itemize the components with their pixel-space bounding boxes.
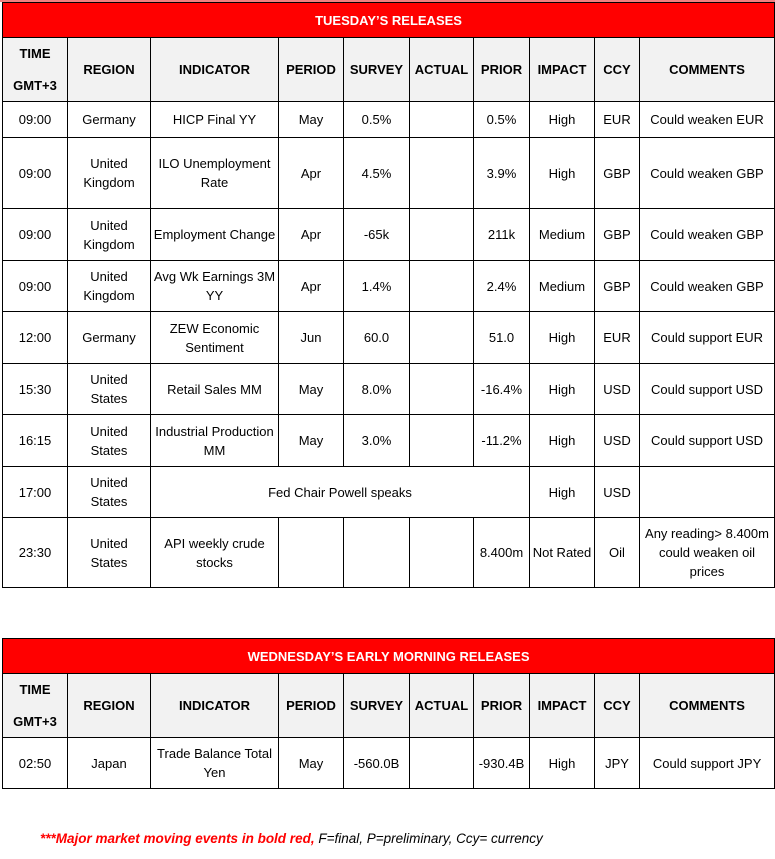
cell-comments: Could weaken GBP [640, 209, 775, 261]
cell-actual [410, 261, 474, 312]
col-time-label: TIME [19, 682, 51, 697]
col-time [3, 674, 68, 738]
cell-survey: -560.0B [344, 738, 410, 789]
col-actual: ACTUAL [410, 38, 474, 102]
col-impact: IMPACT [530, 674, 595, 738]
cell-ccy: USD [595, 415, 640, 467]
table-row [3, 364, 775, 415]
table-title: WEDNESDAY’S EARLY MORNING RELEASES [3, 639, 775, 674]
col-ccy: CCY [595, 674, 640, 738]
cell-ccy: USD [595, 467, 640, 518]
cell-prior: 51.0 [474, 312, 530, 364]
cell-survey: 4.5% [344, 138, 410, 209]
col-comments: COMMENTS [640, 38, 775, 102]
footnote-highlight: ***Major market moving events in bold red, [40, 831, 315, 846]
cell-actual [410, 364, 474, 415]
cell-actual [410, 138, 474, 209]
wednesday-releases-table [2, 638, 775, 789]
cell-time: 15:30 [3, 364, 68, 415]
footnote [40, 831, 543, 846]
cell-time: 09:00 [3, 138, 68, 209]
cell-survey [344, 518, 410, 588]
cell-period: May [279, 415, 344, 467]
cell-indicator: Trade Balance Total Yen [151, 738, 279, 789]
col-survey: SURVEY [344, 38, 410, 102]
col-timezone-label: GMT+3 [13, 78, 57, 93]
cell-period: Apr [279, 261, 344, 312]
cell-region: Germany [68, 102, 151, 138]
cell-impact: Medium [530, 209, 595, 261]
cell-actual [410, 518, 474, 588]
cell-period: May [279, 364, 344, 415]
cell-survey: 60.0 [344, 312, 410, 364]
cell-comments: Any reading> 8.400m could weaken oil prices [640, 518, 775, 588]
cell-survey: 0.5% [344, 102, 410, 138]
col-region: REGION [68, 674, 151, 738]
cell-period: May [279, 738, 344, 789]
header-row [3, 674, 775, 738]
cell-survey: 1.4% [344, 261, 410, 312]
cell-region: United States [68, 467, 151, 518]
cell-comments: Could support USD [640, 364, 775, 415]
table-title: TUESDAY’S RELEASES [3, 3, 775, 38]
cell-ccy: GBP [595, 261, 640, 312]
cell-ccy: EUR [595, 312, 640, 364]
table-row [3, 261, 775, 312]
cell-comments [640, 467, 775, 518]
cell-region: Japan [68, 738, 151, 789]
cell-time: 23:30 [3, 518, 68, 588]
cell-prior: 3.9% [474, 138, 530, 209]
table-row-last [3, 518, 775, 588]
cell-region: United Kingdom [68, 209, 151, 261]
cell-prior: 211k [474, 209, 530, 261]
cell-prior: 0.5% [474, 102, 530, 138]
table-row [3, 138, 775, 209]
cell-indicator: ZEW Economic Sentiment [151, 312, 279, 364]
cell-ccy: EUR [595, 102, 640, 138]
cell-time: 17:00 [3, 467, 68, 518]
cell-event: Fed Chair Powell speaks [151, 467, 530, 518]
cell-prior: 2.4% [474, 261, 530, 312]
col-period: PERIOD [279, 38, 344, 102]
cell-impact: Medium [530, 261, 595, 312]
cell-survey: 3.0% [344, 415, 410, 467]
cell-region: United Kingdom [68, 261, 151, 312]
cell-prior: 8.400m [474, 518, 530, 588]
cell-time: 09:00 [3, 261, 68, 312]
footnote-legend: F=final, P=preliminary, Ccy= currency [314, 831, 543, 846]
cell-time: 09:00 [3, 102, 68, 138]
cell-actual [410, 209, 474, 261]
cell-time: 09:00 [3, 209, 68, 261]
table-row [3, 415, 775, 467]
table-row [3, 312, 775, 364]
col-indicator: INDICATOR [151, 38, 279, 102]
cell-period: Apr [279, 209, 344, 261]
cell-actual [410, 312, 474, 364]
cell-comments: Could support JPY [640, 738, 775, 789]
table-row [3, 738, 775, 789]
cell-impact: High [530, 138, 595, 209]
cell-region: United States [68, 415, 151, 467]
col-timezone-label: GMT+3 [13, 714, 57, 729]
cell-time: 12:00 [3, 312, 68, 364]
cell-period: Jun [279, 312, 344, 364]
cell-comments: Could weaken GBP [640, 138, 775, 209]
cell-impact: High [530, 364, 595, 415]
cell-survey: 8.0% [344, 364, 410, 415]
cell-region: United States [68, 364, 151, 415]
cell-prior: -16.4% [474, 364, 530, 415]
col-comments: COMMENTS [640, 674, 775, 738]
cell-ccy: JPY [595, 738, 640, 789]
col-impact: IMPACT [530, 38, 595, 102]
cell-comments: Could weaken EUR [640, 102, 775, 138]
cell-actual [410, 415, 474, 467]
col-prior: PRIOR [474, 674, 530, 738]
cell-ccy: GBP [595, 209, 640, 261]
table-row-event [3, 467, 775, 518]
cell-prior: -930.4B [474, 738, 530, 789]
header-row [3, 38, 775, 102]
cell-indicator: HICP Final YY [151, 102, 279, 138]
cell-prior: -11.2% [474, 415, 530, 467]
cell-indicator: Industrial Production MM [151, 415, 279, 467]
cell-region: Germany [68, 312, 151, 364]
cell-comments: Could weaken GBP [640, 261, 775, 312]
cell-region: United Kingdom [68, 138, 151, 209]
col-actual: ACTUAL [410, 674, 474, 738]
cell-ccy: Oil [595, 518, 640, 588]
cell-indicator: Employment Change [151, 209, 279, 261]
col-time-label: TIME [19, 46, 51, 61]
col-ccy: CCY [595, 38, 640, 102]
tuesday-releases-table [2, 2, 775, 588]
wednesday-rows [3, 738, 775, 789]
cell-comments: Could support USD [640, 415, 775, 467]
cell-period [279, 518, 344, 588]
cell-impact: High [530, 738, 595, 789]
cell-actual [410, 738, 474, 789]
cell-ccy: USD [595, 364, 640, 415]
cell-period: May [279, 102, 344, 138]
cell-indicator: Avg Wk Earnings 3M YY [151, 261, 279, 312]
cell-indicator: ILO Unemployment Rate [151, 138, 279, 209]
cell-survey: -65k [344, 209, 410, 261]
cell-indicator: API weekly crude stocks [151, 518, 279, 588]
cell-impact: High [530, 312, 595, 364]
tuesday-rows [3, 102, 775, 467]
cell-region: United States [68, 518, 151, 588]
col-period: PERIOD [279, 674, 344, 738]
col-indicator: INDICATOR [151, 674, 279, 738]
cell-ccy: GBP [595, 138, 640, 209]
table-row [3, 102, 775, 138]
col-survey: SURVEY [344, 674, 410, 738]
cell-impact: Not Rated [530, 518, 595, 588]
cell-indicator: Retail Sales MM [151, 364, 279, 415]
cell-period: Apr [279, 138, 344, 209]
cell-actual [410, 102, 474, 138]
cell-impact: High [530, 467, 595, 518]
cell-impact: High [530, 415, 595, 467]
col-time [3, 38, 68, 102]
col-prior: PRIOR [474, 38, 530, 102]
cell-time: 02:50 [3, 738, 68, 789]
cell-comments: Could support EUR [640, 312, 775, 364]
col-region: REGION [68, 38, 151, 102]
cell-time: 16:15 [3, 415, 68, 467]
table-row [3, 209, 775, 261]
cell-impact: High [530, 102, 595, 138]
